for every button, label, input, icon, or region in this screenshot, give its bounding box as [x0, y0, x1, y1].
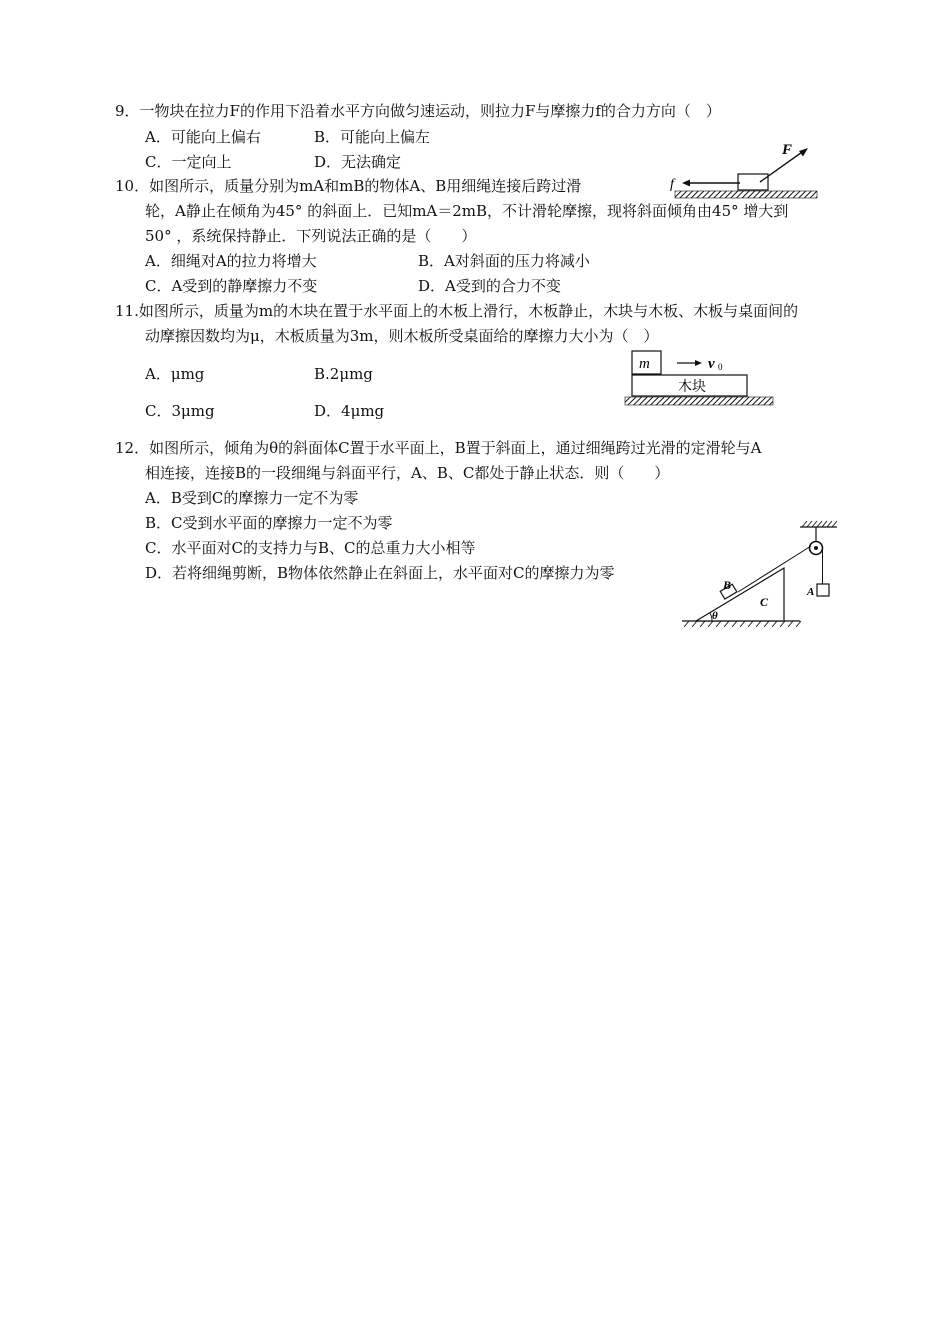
q10-option-a: A．细绳对A的拉力将增大 — [145, 252, 317, 270]
incline-C — [696, 568, 784, 621]
q10-option-d: D．A受到的合力不变 — [418, 277, 561, 295]
table-hatch — [625, 397, 773, 405]
q10-option-c: C．A受到的静摩擦力不变 — [145, 277, 318, 295]
q10-option-b: B．A对斜面的压力将减小 — [418, 252, 590, 270]
label-theta: θ — [712, 610, 718, 622]
q11-figure — [622, 348, 777, 410]
q12-figure — [672, 518, 842, 633]
q9-figure — [660, 138, 820, 200]
q9-stem: 9．一物块在拉力F的作用下沿着水平方向做匀速运动，则拉力F与摩擦力f的合力方向（ ） — [115, 102, 721, 120]
q9-option-a: A．可能向上偏右 — [145, 128, 261, 146]
q12-option-d: D．若将细绳剪断，B物体依然静止在斜面上，水平面对C的摩擦力为零 — [145, 564, 615, 582]
q11-option-d: D．4μmg — [314, 402, 385, 420]
q11-option-c: C．3μmg — [145, 402, 215, 420]
block-A — [817, 584, 829, 596]
block — [738, 174, 768, 190]
q9-option-b: B．可能向上偏左 — [314, 128, 431, 146]
label-B: B — [723, 578, 732, 592]
label-C: C — [760, 595, 769, 609]
label-v-sub: 0 — [718, 362, 723, 372]
q11-line-2: 动摩擦因数均为μ，木板质量为3m，则木板所受桌面给的摩擦力大小为（ ） — [145, 327, 659, 345]
q10-line-3: 50° ，系统保持静止．下列说法正确的是（ ） — [145, 227, 477, 245]
q11-option-a: A．μmg — [145, 365, 205, 383]
q9-option-c: C．一定向上 — [145, 153, 232, 171]
q12-option-c: C．水平面对C的支持力与B、C的总重力大小相等 — [145, 539, 476, 557]
label-A: A — [807, 586, 815, 598]
q12-option-a: A．B受到C的摩擦力一定不为零 — [145, 489, 359, 507]
label-F: F — [782, 142, 793, 158]
q11-line-1: 11.如图所示，质量为m的木块在置于水平面上的木板上滑行，木板静止，木块与木板、木板与桌面间的 — [115, 302, 799, 320]
label-f: f — [670, 177, 674, 192]
label-m: m — [639, 356, 650, 372]
q10-line-2: 轮，A静止在倾角为45° 的斜面上．已知mA＝2mB，不计滑轮摩擦，现将斜面倾角由45° 增大到 — [145, 202, 789, 220]
q11-option-b: B.2μmg — [314, 365, 373, 383]
q10-line-1: 10．如图所示，质量分别为mA和mB的物体A、B用细绳连接后跨过滑 — [115, 177, 582, 195]
ground-hatch — [675, 191, 817, 198]
q12-line-2: 相连接，连接B的一段细绳与斜面平行，A、B、C都处于静止状态．则（ ） — [145, 464, 670, 482]
q12-line-1: 12．如图所示，倾角为θ的斜面体C置于水平面上，B置于斜面上，通过细绳跨过光滑的定滑轮与A — [115, 439, 762, 457]
label-v: v — [708, 356, 715, 372]
board-label: 木块 — [678, 380, 706, 395]
q9-option-d: D．无法确定 — [314, 153, 402, 171]
q12-option-b: B．C受到水平面的摩擦力一定不为零 — [145, 514, 393, 532]
